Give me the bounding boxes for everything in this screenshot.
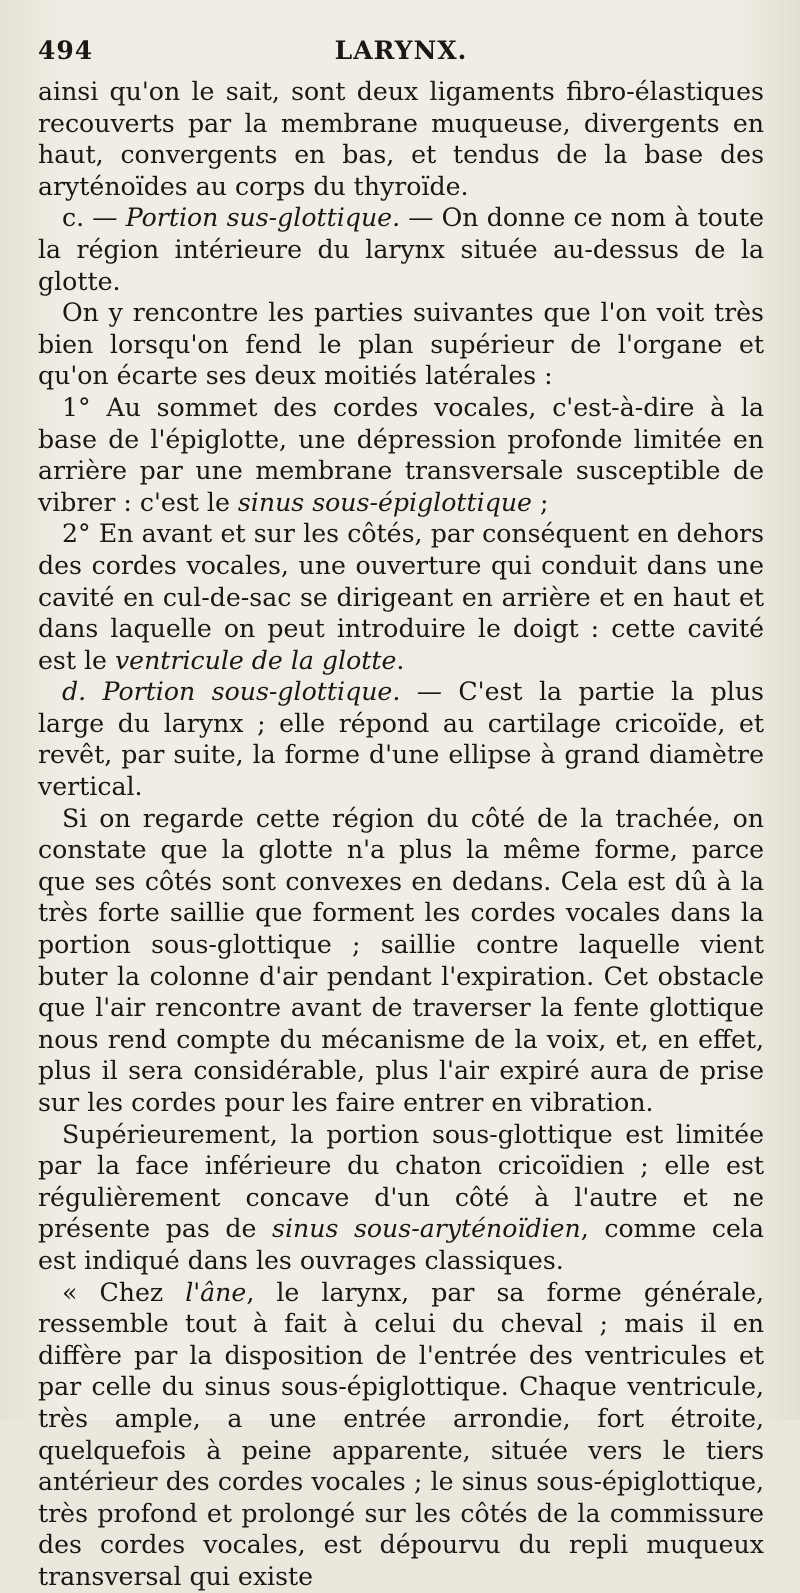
paragraph: Si on regarde cette région du côté de la trachée, on constate que la glotte n'a plus la même forme, parce que ses côtés sont convexes en dedans. Cela est dû à la très forte saillie que forment les cordes vocales dans la portion sous-glottique ; saillie contre laquelle vient buter la colonne d'air pendant l'expiration. Cet obstacle que l'air rencontre avant de traverser la fente glottique nous rend compte du mécanisme de la voix, et, en effet, plus il sera considérable, plus l'air expiré aura de prise sur les cordes pour les faire entrer en vibration. bbox=[38, 803, 764, 1117]
paragraph: d. Portion sous-glottique. — C'est la partie la plus large du larynx ; elle répond au cartilage cricoïde, et revêt, par suite, la forme d'une ellipse à grand diamètre vertical. bbox=[38, 677, 764, 802]
paragraph: c. — Portion sus-glottique. — On donne ce nom à toute la région intérieure du larynx située au-dessus de la glotte. bbox=[38, 203, 764, 296]
page-number: 494 bbox=[38, 36, 94, 65]
body-text bbox=[38, 76, 764, 1593]
paragraph: Supérieurement, la portion sous-glottique est limitée par la face inférieure du chaton cricoïdien ; elle est régulièrement concave d'un côté à l'autre et ne présente pas de sinus sous-aryténoïdien, comme cela est indiqué dans les ouvrages classiques. bbox=[38, 1119, 764, 1275]
section-heading: Portion sus-glottique. bbox=[125, 203, 401, 233]
paragraph: 1° Au sommet des cordes vocales, c'est-à-dire à la base de l'épiglotte, une dépression profonde limitée en arrière par une membrane transversale susceptible de vibrer : c'est le sinus sous-épiglottique ; bbox=[38, 392, 764, 517]
term: sinus sous-aryténoïdien bbox=[272, 1214, 581, 1244]
paragraph: 2° En avant et sur les côtés, par conséquent en dehors des cordes vocales, une ouverture qui conduit dans une cavité en cul-de-sac se dirigeant en arrière et en haut et dans laquelle on peut introduire le doigt : cette cavité est le ventricule de la glotte. bbox=[38, 519, 764, 675]
term: sinus sous-épiglottique bbox=[237, 487, 532, 517]
page-header bbox=[38, 30, 764, 76]
paragraph: On y rencontre les parties suivantes que l'on voit très bien lorsqu'on fend le plan supérieur de l'organe et qu'on écarte ses deux moitiés latérales : bbox=[38, 298, 764, 391]
term: ventricule de la glotte bbox=[114, 645, 397, 675]
term: l'âne bbox=[185, 1277, 247, 1307]
running-title: LARYNX. bbox=[334, 36, 468, 65]
section-heading: d. Portion sous-glottique. bbox=[62, 677, 401, 707]
paragraph: ainsi qu'on le sait, sont deux ligaments fibro-élastiques recouverts par la membrane muqueuse, divergents en haut, convergents en bas, et tendus de la base des aryténoïdes au corps du thyroïde. bbox=[38, 77, 764, 201]
paragraph: « Chez l'âne, le larynx, par sa forme générale, ressemble tout à fait à celui du cheval ; mais il en diffère par la disposition de l'entrée des ventricules et par celle du sinus sous-épiglottique. Chaque ventricule, très ample, a une entrée arrondie, fort étroite, quelquefois à peine apparente, située vers le tiers antérieur des cordes vocales ; le sinus sous-épiglottique, très profond et prolongé sur les côtés de la commissure des cordes vocales, est dépourvu du repli muqueux transversal qui existe bbox=[38, 1277, 764, 1591]
